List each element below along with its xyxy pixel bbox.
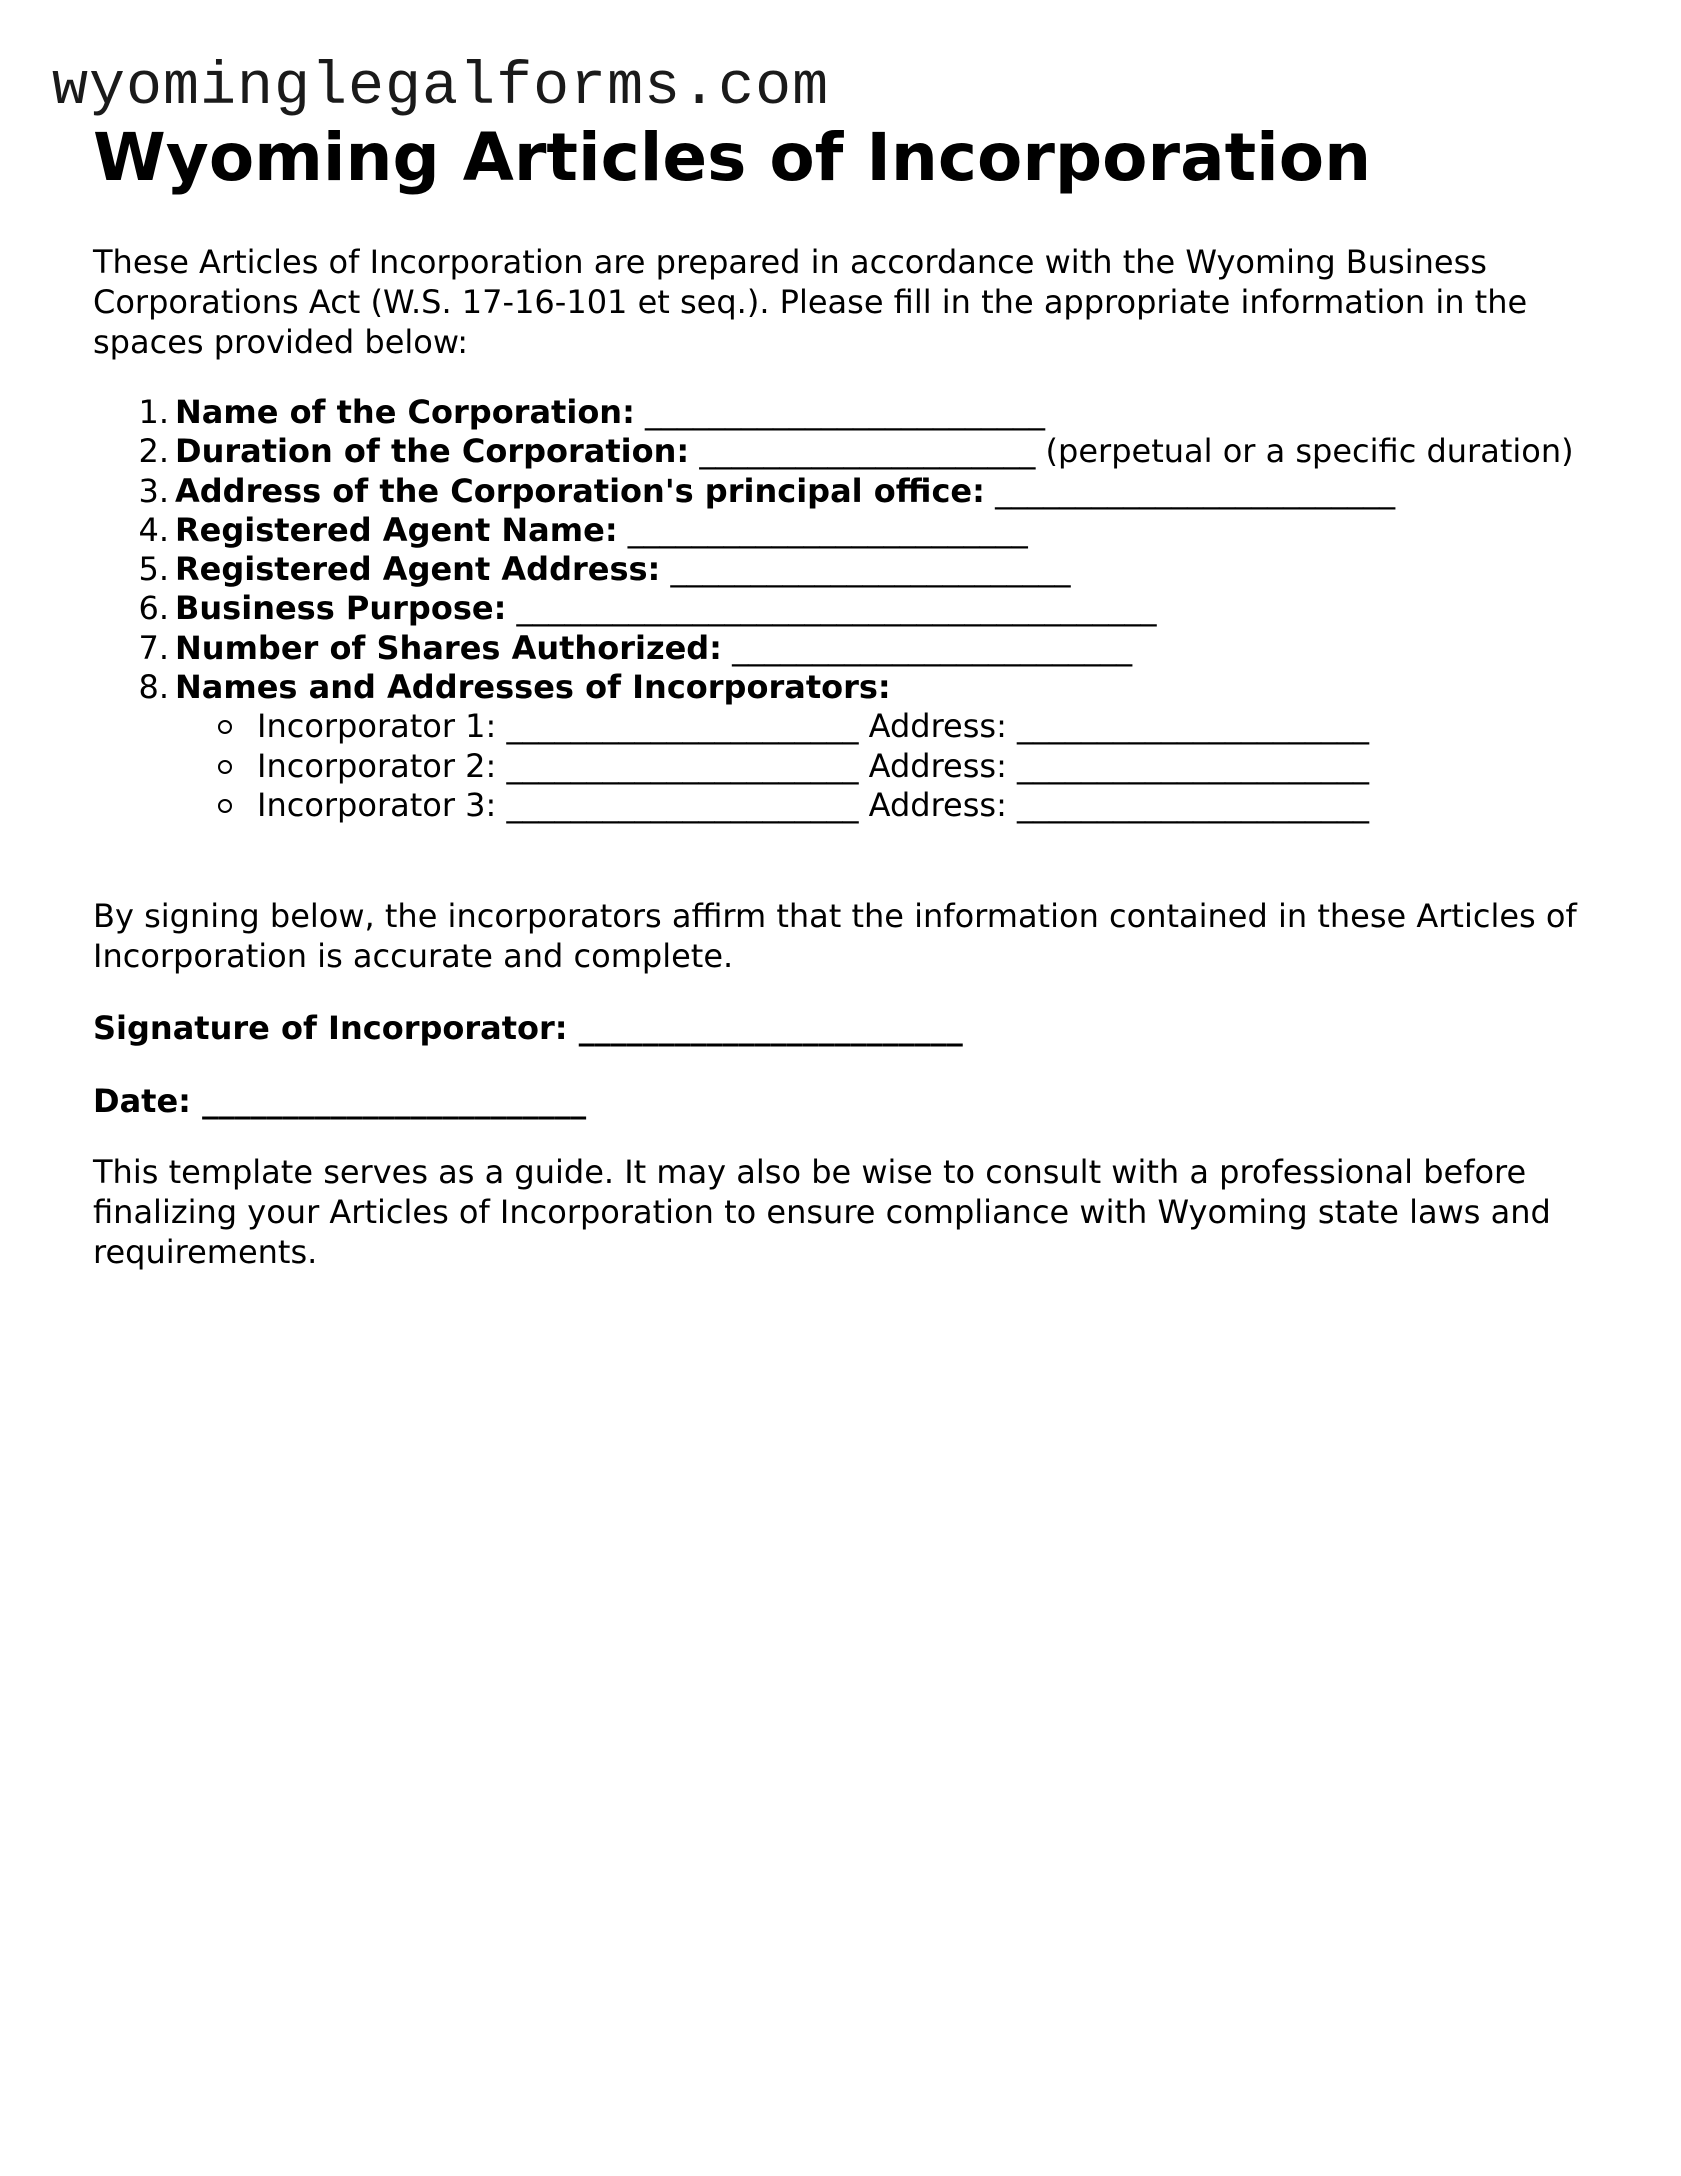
item-number: 3. [138,471,169,510]
bullet-circle-icon [218,720,232,734]
field-agent-name [138,510,1681,550]
address-label: Address: [868,707,1007,746]
disclaimer-paragraph: This template serves as a guide. It may also be wise to consult with a professional before finalizing your Articles of Incorporation to ensure compliance with Wyoming state laws and requirements. [93,1153,1551,1271]
item-number: 6. [138,589,169,628]
field-shares-authorized [138,628,1681,668]
incorporator-name-blank[interactable]: ______________________ [506,707,859,746]
item-number: 7. [138,628,169,667]
field-label: Address of the Corporation's principal office: [175,471,985,510]
document-title: Wyoming Articles of Incorporation [93,119,1372,196]
incorporator-name-blank[interactable]: ______________________ [506,785,859,824]
item-number: 1. [138,393,169,431]
incorporator-row [257,707,1681,746]
field-blank[interactable]: _________________________ [995,471,1396,510]
affirmation-paragraph: By signing below, the incorporators affirm that the information contained in these Articles of Incorporation is accurate and complete. [93,897,1577,975]
field-note: (perpetual or a specific duration) [1045,432,1574,471]
date-line [93,1081,586,1121]
incorporator-row [257,747,1681,786]
field-blank[interactable]: ________________________________________ [516,589,1157,628]
field-label: Number of Shares Authorized: [175,628,722,667]
incorporator-label: Incorporator 1: [257,707,497,746]
item-number: 4. [138,510,169,549]
item-number: 8. [138,668,169,707]
field-blank[interactable]: _________________________ [732,628,1133,667]
intro-paragraph: These Articles of Incorporation are prepared in accordance with the Wyoming Business Corporations Act (W.S. 17-16-101 et seq.). Please fill in the appropriate information in the spaces provided below: [93,243,1528,361]
incorporator-name-blank[interactable]: ______________________ [506,746,859,785]
field-business-purpose [138,589,1681,628]
field-blank[interactable]: _________________________ [645,393,1046,431]
field-label: Duration of the Corporation: [175,432,690,471]
incorporator-address-blank[interactable]: ______________________ [1017,746,1370,785]
field-label: Registered Agent Name: [175,510,618,549]
address-label: Address: [868,785,1007,824]
incorporator-address-blank[interactable]: ______________________ [1017,707,1370,746]
field-duration [138,432,1681,471]
signature-label: Signature of Incorporator: [93,1009,568,1047]
field-label: Name of the Corporation: [175,393,635,431]
site-watermark: wyominglegalforms.com [52,54,830,122]
date-label: Date: [93,1082,191,1120]
date-blank[interactable]: ________________________ [202,1082,587,1120]
field-label: Business Purpose: [175,589,507,628]
field-agent-address [138,550,1681,589]
bullet-circle-icon [218,799,232,813]
item-number: 2. [138,432,169,471]
field-blank[interactable]: _____________________ [699,432,1036,471]
form-fields-list [93,393,1681,825]
signature-blank[interactable]: ________________________ [578,1009,963,1047]
signature-line [93,1008,963,1048]
field-blank[interactable]: _________________________ [627,510,1028,549]
field-label: Names and Addresses of Incorporators: [175,668,891,707]
incorporator-list [175,707,1681,825]
item-number: 5. [138,550,169,589]
incorporator-label: Incorporator 2: [257,746,497,785]
field-corporation-name [138,393,1681,432]
field-blank[interactable]: _________________________ [670,550,1071,589]
incorporator-address-blank[interactable]: ______________________ [1017,785,1370,824]
incorporator-row [257,786,1681,825]
address-label: Address: [868,746,1007,785]
incorporator-label: Incorporator 3: [257,785,497,824]
field-incorporators [138,668,1681,825]
field-label: Registered Agent Address: [175,550,661,589]
field-principal-office [138,471,1681,511]
bullet-circle-icon [218,760,232,774]
